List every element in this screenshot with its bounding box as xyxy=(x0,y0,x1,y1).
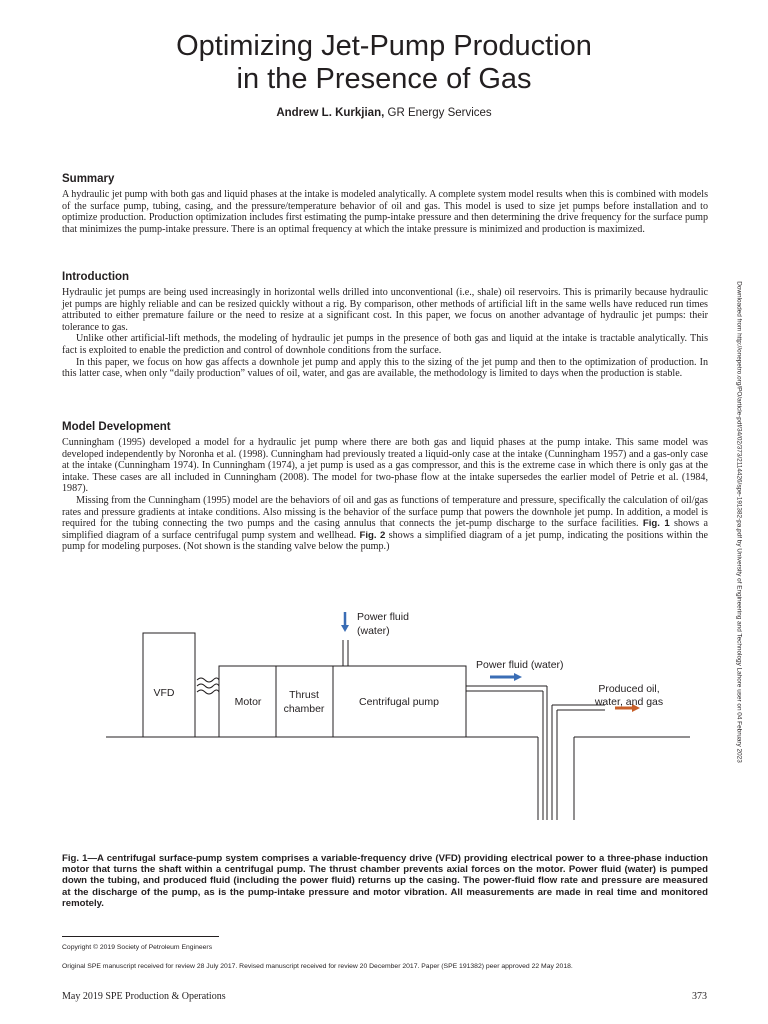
model-development-paragraph-1: Cunningham (1995) developed a model for a hydraulic jet pump where there are both gas and liquid phases at the pump intake. This same model was developed independently by Noronha et al. (1998). Cunningham had previously treated a liquid-only case at the intake (Cunningham 1957) and a gas-only case at the intake (Cunningham 1974). In Cunningham (1974), a jet pump is used as a gas compressor, and this is the extreme case in which there is only gas at the intake. These cases are all included in Cunningham (2008). The model for two-phase flow at the intake supersedes the earlier model of Petrie et al. (1984, 1987). xyxy=(62,437,708,495)
page-number: 373 xyxy=(692,991,707,1002)
author-line xyxy=(0,107,768,119)
title-line-1: Optimizing Jet-Pump Production xyxy=(176,30,592,62)
author-name: Andrew L. Kurkjian, xyxy=(276,107,385,119)
power-fluid-top-label-1: Power fluid xyxy=(357,611,409,623)
author-affiliation: GR Energy Services xyxy=(384,107,492,119)
power-cable xyxy=(197,684,219,688)
md-p2-part-a: Missing from the Cunningham (1995) model are the behaviors of oil and gas as functions of temperature and pressure, specifically the calculation of oil/gas rates and pressure gradients at intake conditions. Also missing is the behavior of the surface pump that powers the downhole jet pump. In addition, a model is required for the tubing connecting the two pumps and the casing annulus that connects the jet-pump discharge to the surface facilities. xyxy=(62,494,708,530)
fig1-caption: Fig. 1—A centrifugal surface-pump system comprises a variable-frequency drive (VFD) providing electrical power to a three-phase induction motor that turns the shaft within a centrifugal pump. The thrust chamber prevents axial forces on the motor. Power fluid (water) is pumped down the tubing, and produced fluid (including the power fluid) returns up the casing. The power-fluid flow rate and pressure are measured at the discharge of the pump, as is the pump-intake pressure and motor vibration. All measurements are made in real time and monitored remotely. xyxy=(62,853,708,909)
thrust-chamber-box xyxy=(276,666,333,737)
fig1-reference[interactable]: Fig. 1 xyxy=(642,518,670,530)
thrust-label-1: Thrust xyxy=(289,689,319,701)
vfd-label: VFD xyxy=(153,687,175,699)
journal-footer: May 2019 SPE Production & Operations xyxy=(62,991,226,1002)
introduction-paragraph-2: Unlike other artificial-lift methods, the modeling of hydraulic jet pumps in the presence of both gas and liquid at the intake is tractable analytically. This fact is exploited to enable the prediction and control of downhole conditions from the surface. xyxy=(62,333,708,356)
manuscript-note: Original SPE manuscript received for review 28 July 2017. Revised manuscript received for review 20 December 2017. Paper (SPE 191382) peer approved 22 May 2018. xyxy=(62,963,573,970)
introduction-paragraph-3: In this paper, we focus on how gas affects a downhole jet pump and apply this to the sizing of the jet pump and then to the optimization of production. In this latter case, when only “daily production” values of oil, water, and gas are available, the methodology is limited to days when the production is stable. xyxy=(62,356,708,380)
model-development-section xyxy=(62,420,708,553)
summary-paragraph: A hydraulic jet pump with both gas and liquid phases at the intake is modeled analytically. A complete system model results when this is combined with models of the surface pump, tubing, casing, and the pressure/temperature behavior of oil and gas. This model is used to size jet pumps before installation and to optimize production. Production optimization includes first estimating the pump-intake pressure and then determining the drive frequency for the surface pump that minimizes the pump-intake pressure. There is an optimal frequency at which the intake pressure is minimized and production is maximized. xyxy=(62,189,708,235)
md-p2-part-b: shows a simplified diagram of a surface centrifugal pump system and wellhead. xyxy=(62,518,708,541)
introduction-heading: Introduction xyxy=(62,271,130,283)
title-line-2: in the Presence of Gas xyxy=(236,63,532,95)
introduction-section xyxy=(62,270,708,380)
model-development-paragraph-2 xyxy=(62,495,708,553)
power-cable xyxy=(197,690,219,694)
paper-title xyxy=(0,30,768,96)
motor-label: Motor xyxy=(234,696,262,708)
footnote-rule xyxy=(62,936,219,937)
introduction-paragraph-1: Hydraulic jet pumps are being used increasingly in horizontal wells drilled into unconventional (i.e., shale) oil reservoirs. This is primarily because hydraulic jet pumps are highly reliable and can be resized quickly without a rig. By comparison, other methods of artificial lift in the same wells have reduced run times attributed to either premature failure or the need to resize at a significant cost. In this paper, we focus on another advantage of hydraulic jet pumps: their tolerance to gas. xyxy=(62,287,708,333)
summary-section xyxy=(62,172,708,235)
download-notice: Downloaded from http://onepetro.org/PO/article-pdf/34/02/373/2114426/spe-191382-pa.pdf by University of Engineering and Technology Lahore user on 04 February 2023 xyxy=(735,281,743,763)
summary-heading: Summary xyxy=(62,173,115,185)
fig2-reference[interactable]: Fig. 2 xyxy=(359,529,386,541)
produced-label-1: Produced oil, xyxy=(598,683,660,695)
centrifugal-pump-label: Centrifugal pump xyxy=(359,696,439,708)
power-cable xyxy=(197,678,219,682)
power-fluid-arrow-right-head xyxy=(514,673,522,681)
md-p2-part-c: shows a simplified diagram of a jet pump, indicating the positions within the pump for modeling purposes. (Not shown is the standing valve below the pump.) xyxy=(62,529,708,553)
power-fluid-top-label-2: (water) xyxy=(357,625,390,637)
vfd-box xyxy=(143,633,195,737)
power-fluid-arrow-down-head xyxy=(341,625,349,632)
produced-label-2: water, and gas xyxy=(594,696,664,708)
fig1-diagram xyxy=(0,600,768,850)
thrust-label-2: chamber xyxy=(283,703,325,715)
power-fluid-right-label: Power fluid (water) xyxy=(476,659,564,671)
model-development-heading: Model Development xyxy=(62,421,171,433)
copyright-notice: Copyright © 2019 Society of Petroleum Engineers xyxy=(62,944,213,951)
